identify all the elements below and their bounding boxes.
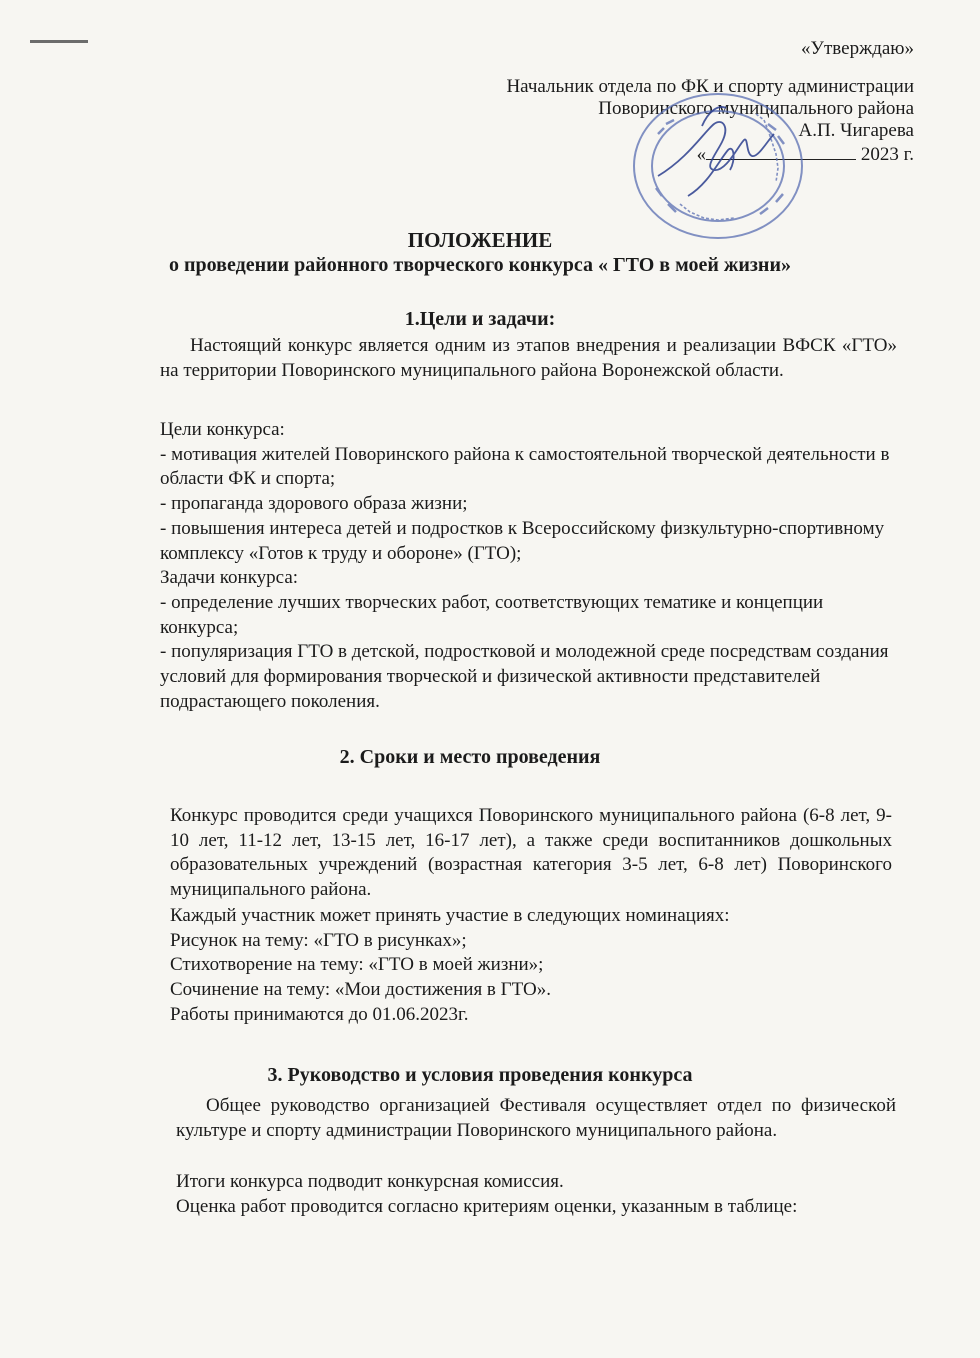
approval-word: «Утверждаю» bbox=[801, 38, 914, 59]
section2-nominations bbox=[170, 904, 892, 1028]
approver-position-line2: Поворинского муниципального района bbox=[598, 98, 914, 119]
scan-artifact-mark bbox=[30, 40, 88, 43]
section3-p1 bbox=[176, 1094, 896, 1143]
round-seal bbox=[634, 94, 802, 238]
approver-name: А.П. Чигарева bbox=[798, 120, 914, 141]
section2-intro bbox=[170, 804, 892, 903]
tasks-title: Задачи конкурса: bbox=[160, 567, 299, 589]
section3-p1-text: Общее руководство организацией Фестиваля осуществляет отдел по физической культуре и спорту администрации Поворинского муниципального района. bbox=[176, 1095, 896, 1141]
nomination-item: Стихотворение на тему: «ГТО в моей жизни»; bbox=[170, 954, 544, 976]
section2-intro-text: Конкурс проводится среди учащихся Поворинского муниципального района (6-8 лет, 9-10 лет, 11-12 лет, 13-15 лет, 16-17 лет), а также среди воспитанников дошкольных образовательных учреждений (возрастная категория 3-5 лет, 6-8 лет) Поворинского муниципального района. bbox=[170, 805, 892, 901]
goal-item: - мотивация жителей Поворинского района к самостоятельной творческой деятельности в области ФК и спорта; bbox=[160, 443, 890, 490]
section1-lists bbox=[160, 418, 897, 714]
nominations-title: Каждый участник может принять участие в следующих номинациях: bbox=[170, 905, 730, 926]
goal-item: - повышения интереса детей и подростков к Всероссийскому физкультурно-спортивному комплексу «Готов к труду и обороне» (ГТО); bbox=[160, 517, 885, 564]
task-item: - определение лучших творческих работ, соответствующих тематике и концепции конкурса; bbox=[160, 591, 824, 638]
document-title: ПОЛОЖЕНИЕ bbox=[407, 228, 553, 252]
section1-heading: 1.Цели и задачи: bbox=[404, 308, 556, 330]
document-subtitle: о проведении районного творческого конкурса « ГТО в моей жизни» bbox=[169, 254, 791, 276]
section2-heading: 2. Сроки и место проведения bbox=[339, 746, 601, 768]
goal-item: - пропаганда здорового образа жизни; bbox=[160, 493, 468, 515]
goals-title: Цели конкурса: bbox=[160, 419, 285, 440]
deadline-text: Работы принимаются до 01.06.2023г. bbox=[170, 1003, 469, 1025]
nomination-item: Сочинение на тему: «Мои достижения в ГТО». bbox=[170, 979, 551, 1001]
section3-heading: 3. Руководство и условия проведения конкурса bbox=[267, 1064, 693, 1086]
section3-p2-text: Итоги конкурса подводит конкурсная комиссия. bbox=[176, 1171, 564, 1192]
section1-intro-text: Настоящий конкурс является одним из этапов внедрения и реализации ВФСК «ГТО» на территории Поворинского муниципального района Воронежской области. bbox=[160, 335, 897, 381]
section3-rest bbox=[176, 1170, 916, 1219]
nomination-item: Рисунок на тему: «ГТО в рисунках»; bbox=[170, 929, 467, 951]
section1-intro bbox=[160, 334, 897, 383]
date-open-quote: « bbox=[696, 144, 707, 165]
official-stamp-with-signature bbox=[618, 84, 808, 244]
approver-position-line1: Начальник отдела по ФК и спорту администрации bbox=[506, 76, 914, 97]
approval-date-year: 2023 г. bbox=[860, 144, 914, 165]
task-item: - популяризация ГТО в детской, подростковой и молодежной среде посредствам создания условий для формирования творческой и физической активности представителей подрастающего поколения. bbox=[160, 641, 889, 712]
section3-p3-text: Оценка работ проводится согласно критериям оценки, указанным в таблице: bbox=[176, 1195, 798, 1217]
